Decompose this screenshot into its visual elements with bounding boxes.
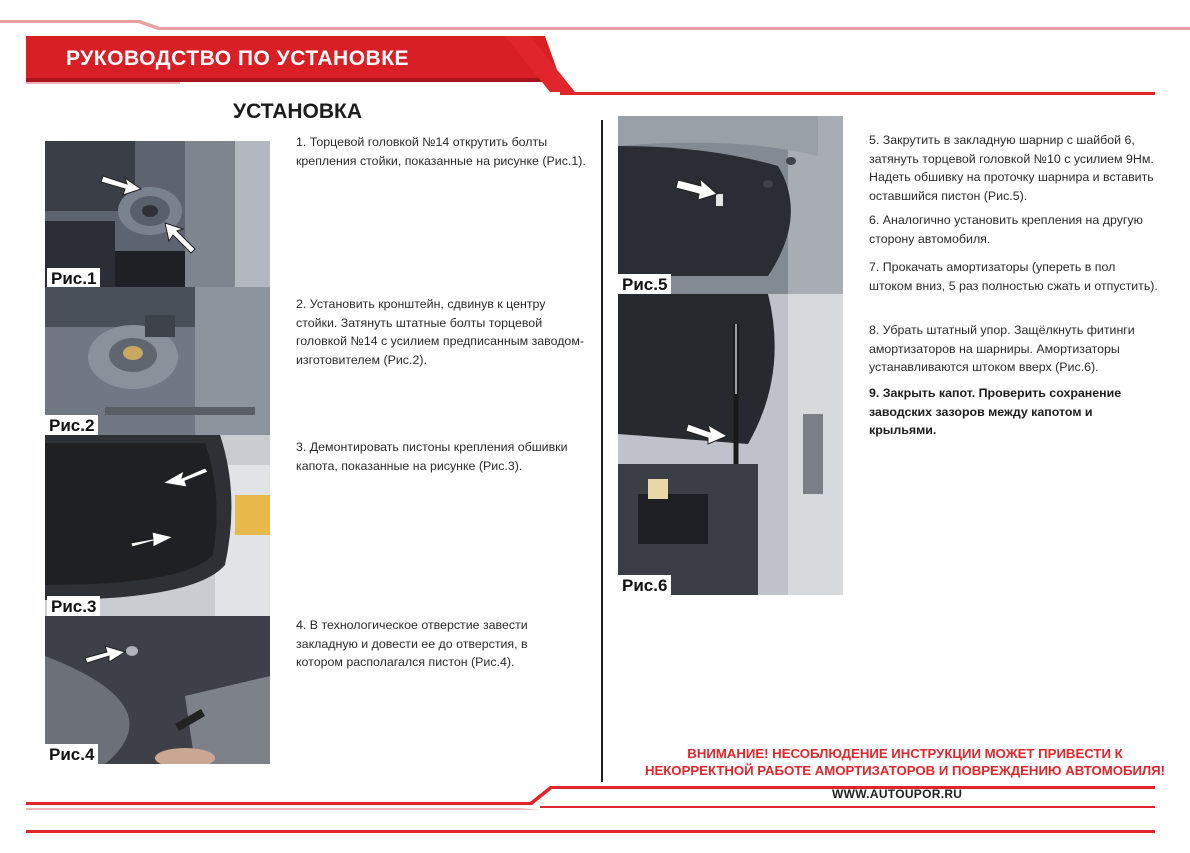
step-9-text: 9. Закрыть капот. Проверить сохранение заводских зазоров между капотом и крыльями. [869, 386, 1122, 437]
header-banner [0, 0, 1190, 110]
figure-caption: Рис.4 [45, 744, 98, 764]
figure-caption: Рис.6 [618, 575, 671, 595]
gas-strut-installed-image [618, 294, 843, 595]
hood-liner-image [45, 435, 270, 616]
footer-banner-graphic [0, 780, 1190, 840]
figure-caption: Рис.1 [47, 268, 100, 287]
strut-mount-image [45, 141, 270, 287]
figure-caption: Рис.2 [45, 415, 98, 435]
photo-fig2 [45, 287, 270, 435]
section-title: УСТАНОВКА [233, 100, 363, 123]
header-title: РУКОВОДСТВО ПО УСТАНОВКЕ [66, 47, 410, 70]
step-3-text: 3. Демонтировать пистоны крепления обшивки капота, показанные на рисунке (Рис.3). [296, 440, 568, 473]
step-2-text: 2. Установить кронштейн, сдвинув к центру стойки. Затянуть штатные болты торцевой головкой №14 с усилием предписанным заводом-изготовителем (Рис.2). [296, 297, 584, 367]
step-4-text: 4. В технологическое отверстие завести закладную и довести ее до отверстия, в котором располагался пистон (Рис.4). [296, 618, 528, 669]
warning-notice [625, 745, 1185, 779]
warning-line-2: НЕКОРРЕКТНОЙ РАБОТЕ АМОРТИЗАТОРОВ И ПОВРЕЖДЕНИЮ АВТОМОБИЛЯ! [644, 763, 1166, 778]
insert-plate-image [45, 616, 270, 764]
photo-fig5 [618, 116, 843, 294]
step-7-text: 7. Прокачать амортизаторы (упереть в пол штоком вниз, 5 раз полностью сжать и отпустить). [869, 260, 1158, 293]
figure-caption: Рис.5 [618, 274, 671, 294]
footer-banner [0, 780, 1190, 840]
step-6-text: 6. Аналогично установить крепления на другую сторону автомобиля. [869, 213, 1143, 246]
photo-fig1 [45, 141, 270, 287]
photo-fig4 [45, 616, 270, 764]
step-1-text: 1. Торцевой головкой №14 открутить болты крепления стойки, показанные на рисунке (Рис.1). [296, 135, 586, 168]
hinge-installed-image [618, 116, 843, 294]
photo-fig6 [618, 294, 843, 595]
warning-line-1: ВНИМАНИЕ! НЕСОБЛЮДЕНИЕ ИНСТРУКЦИИ МОЖЕТ ПРИВЕСТИ К [687, 746, 1123, 761]
column-divider [601, 120, 603, 782]
photo-fig3 [45, 435, 270, 616]
step-5-text: 5. Закрутить в закладную шарнир с шайбой 6, затянуть торцевой головкой №10 с усилием 9Нм. Надеть обшивку на проточку шарнира и вставить оставшийся пистон (Рис.5). [869, 133, 1154, 203]
website-link[interactable]: WWW.AUTOUPOR.RU [832, 787, 963, 801]
figure-caption: Рис.3 [47, 596, 100, 616]
step-8-text: 8. Убрать штатный упор. Защёлкнуть фитинги амортизаторов на шарниры. Амортизаторы устанавливаются штоком вверх (Рис.6). [869, 323, 1135, 374]
bracket-installed-image [45, 287, 270, 435]
